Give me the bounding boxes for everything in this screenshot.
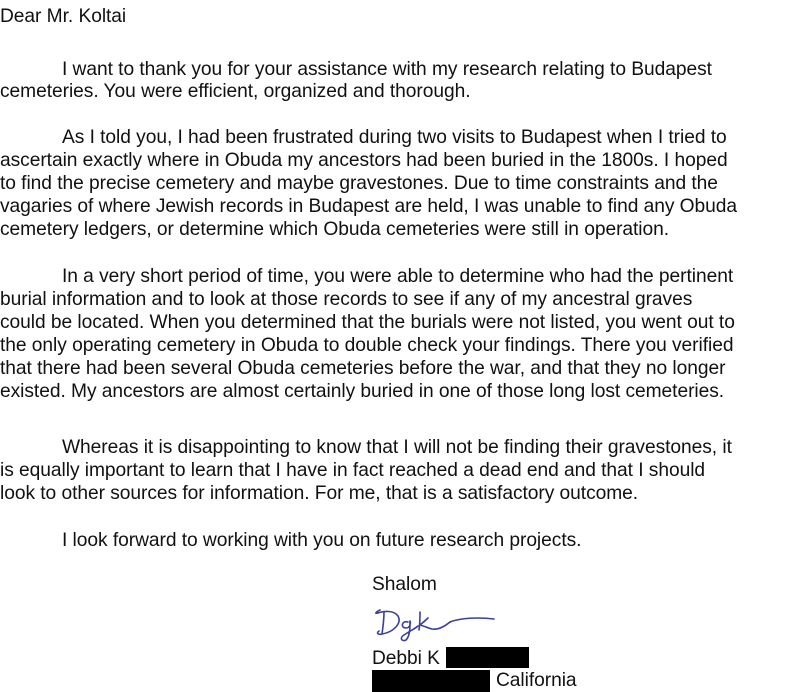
paragraph-3-line-2: burial information and to look at those records to see if any of my ancestral graves xyxy=(0,289,693,310)
paragraph-2-line-4: vagaries of where Jewish records in Budapest are held, I was unable to find any Obuda xyxy=(0,196,738,217)
sender-location: California xyxy=(496,670,577,691)
paragraph-2-line-1: As I told you, I had been frustrated during two visits to Budapest when I tried to xyxy=(62,127,727,148)
paragraph-4-line-2: is equally important to learn that I have in fact reached a dead end and that I should xyxy=(0,460,706,481)
paragraph-3-line-4: the only operating cemetery in Obuda to double check your findings. There you verified xyxy=(0,335,734,356)
paragraph-5-line-1: I look forward to working with you on future research projects. xyxy=(62,530,582,551)
paragraph-4-line-1: Whereas it is disappointing to know that I will not be finding their gravestones, it xyxy=(62,437,732,458)
paragraph-2-line-2: ascertain exactly where in Obuda my ancestors had been buried in the 1800s. I hoped xyxy=(0,150,728,171)
paragraph-4-line-3: look to other sources for information. For me, that is a satisfactory outcome. xyxy=(0,483,639,504)
paragraph-3-line-5: that there had been several Obuda cemeteries before the war, and that they no longer xyxy=(0,358,726,379)
paragraph-1-line-2: cemeteries. You were efficient, organized and thorough. xyxy=(0,81,471,102)
paragraph-3-line-1: In a very short period of time, you were able to determine who had the pertinent xyxy=(62,266,734,287)
paragraph-2-line-5: cemetery ledgers, or determine which Obuda cemeteries were still in operation. xyxy=(0,219,670,240)
handwritten-signature xyxy=(368,600,500,642)
sender-name: Debbi K xyxy=(372,648,440,669)
redaction-bar xyxy=(446,647,529,668)
redaction-bar xyxy=(372,670,490,692)
paragraph-2-line-3: to find the precise cemetery and maybe gravestones. Due to time constraints and the xyxy=(0,173,718,194)
salutation: Dear Mr. Koltai xyxy=(0,6,127,27)
paragraph-3-line-6: existed. My ancestors are almost certainly buried in one of those long lost cemeteries. xyxy=(0,381,725,402)
paragraph-1-line-1: I want to thank you for your assistance with my research relating to Budapest xyxy=(62,59,712,80)
paragraph-3-line-3: could be located. When you determined that the burials were not listed, you went out to xyxy=(0,312,735,333)
closing: Shalom xyxy=(372,574,437,595)
